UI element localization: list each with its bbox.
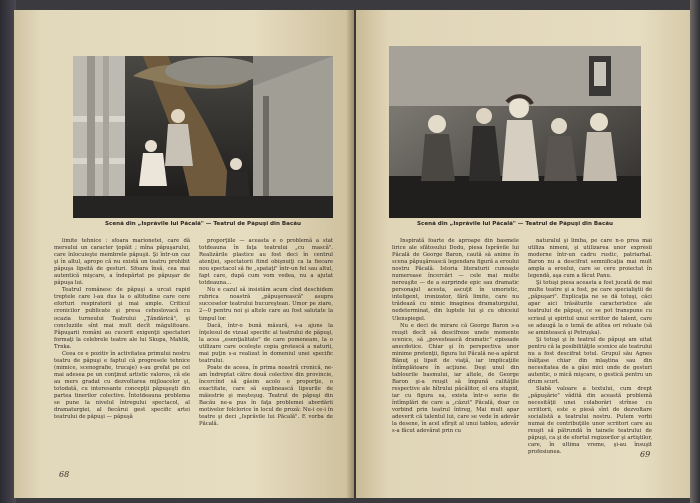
paragraph: Slabă valoare a textului, cum drept „păpuşărie" vădită din această problemă necesităţii unei colaborări strînse cu scriitorii, este o piesă sînt de dezvoltare socialistă a teatrului nostru. Putem vorbi numai de contribuţiile unor scriitori care au reuşit să pătrundă în tainele teatrului de păpuşi, ca şi de efortul regizorilor şi artiştilor, care, în ultima vreme, şi-au însuşit profesiunea. bbox=[528, 385, 652, 456]
left-page bbox=[14, 10, 354, 498]
left-column-2 bbox=[199, 238, 333, 428]
paragraph: Ceea ce e pozitiv în activitatea primului nostru teatru de păpuşi e faptul că progresele tehnice (mimice, scenografie, trucaje) s-au grefat pe cel mai adesea pe un conţinut artistic valoros, că ele au mers gradat cu dezvoltarea mijloacelor şi, totodată, cu interesante concepţii păpuşeşti din partea tinerilor colective. Întotdeauna problema se pune la nivelul întregului spectacol, al dramaturgiei, al fiecărui gest specific artei teatrului de păpuşi — păpuşă bbox=[54, 350, 190, 421]
paragraph: Teatrul românesc de păpuşi a urcat rapid treptele care l-au dus la o altitudine care cere eforturi respiratorii şi mai ample. Criticul cronicilor publicate şi presa cehoslovacă cu ocazia turneului Teatrului „Ţăndărică", şi concluziile sînt mai mult decît măgulitoare. Păpuşarii români au cucerit exigenţii spectatori formaţi la celebrele teatre ale lui Skupa, Mahlik, Trnka. bbox=[54, 287, 190, 350]
paragraph: Şi totuşi şi în teatrul de păpuşi am uitat pentru că la posibilităţile scenice ale teatrului nu a fost descifrat totul. Grupul său Agnes înălţase chiar din mlaştina sau din necesitatea de a găsi mici unde de gesturi autentic, o mică mişcare, o gestică pentru un drum scurt. bbox=[528, 336, 652, 385]
right-column-2 bbox=[528, 238, 652, 456]
left-scene-photo bbox=[73, 56, 333, 218]
paragraph: proporţiile — aceasta e o problemă a stat totdeauna în faţa teatrului „cu mască". Realizările plastice au fost deci în centrul atenţiei, spectatorii fiind obişnuiţi ca la fiecare nou spectacol să fie „spataţi" într-un fel sau altul, fapt care, după cum vom vedea, nu a ajutat totdeauna... bbox=[199, 238, 333, 287]
left-photo-caption: Scenă din „Isprăvile lui Păcală" — Teatrul de Păpuşi din Bacău bbox=[104, 221, 302, 227]
page-number-right: 69 bbox=[640, 450, 651, 459]
paragraph: naturalul şi limba, pe care n-o prea mai utiliza nimeni, şi utilizarea unor expresii moderne într-un cadru rustic, patriarhal. Baron nu a descifrat semnificaţia mai mult ampla a eroului, care se cere proiectat în legendă, aşa cum a făcut Panu. bbox=[528, 238, 652, 280]
paragraph: Poate de aceea, în prima noastră cronică, ne-am îndreptat către două colective din provincie, încercînd să găsim acolo o proporţie, o exactitate, care să suplinească lipsurile de măiestrie şi meşteşug. Teatrul de păpuşi din Bacău ne-a pus în faţa problemei abordării motivelor folclorice în locul de proză: Nu-i ce-i în teatre şi deci „Isprăvile lui Păcală". E vorba de Păcală. bbox=[199, 364, 333, 428]
paragraph: Dacă, într-o bună măsură, s-a ajuns la înţelesul de vizual specific al teatrului de păpuşi, la acea „esenţialitate" de care pomeneam, la o utilizare care ocoleşte copia grotescă a naturii, mai puţin s-a realizat în domeniul unei specific teatrului. bbox=[199, 322, 333, 364]
right-photo-caption: Scenă din „Isprăvile lui Păcală" — Teatrul de Păpuşi din Bacău bbox=[416, 221, 614, 227]
paragraph: Inspirată foarte de aproape din basmele lirice ale sfătosului Dodu, piesa Isprăvile lui Păcală de George Baron, caută să anime în scena păpuşărească legendara figură a eroului nostru Păcală. Istoria literaturii cunoaşte numeroase încercări — cele mai multe nereuşite — de a surprinde epic sau dramatic personajul acesta, ascuţit în umoristic, inteligent, ironizator, fără limite, care nu trădează cu nimic imaginea dramaturgului, nedeterminat, din luptele lui şi cu obiceiul Ulenspiegel. bbox=[392, 238, 519, 322]
paragraph: Şi totuşi piesa aceasta a fost jucată de mai multe teatre şi a fost, pe care specialiştii de „păpuşari". Explicaţia ne se dă totuşi, căci apar aici trăsăturile caracteristice ale teatrului de păpuşi, ce se pot transpune cu scrisul şi spiritul unui scriitor de talent, care se adaugă la o temă de atîtea ori reluate (să se amintească şi Petruşka). bbox=[528, 280, 652, 336]
paragraph: Nu e deci de mirare că George Baron s-a reuşit decît să descifreze unele momente scenice, să „povestească dramatic" episoade anecdotice. Chiar şi în perspectiva unor minime pretenţii, figura lui Păcală ne-a apărut Bănuţ şi lipsit de viaţă, iar implicaţiile întîmplătoare în acţiune. Deşi unul din tablourile basmului, iar altele, de George Baron şi-a reuşit să împună calităţile respective ale hîtrului păcălitor, el era stupid, iar cu figura sa, exista într-o serie de întîmplări de care a „căzut" Păcală, doar ce vorbind prin teatrul întreg, Mai mult apar adeverit că talentul lui, care se vede în adevăr la desene, în acel sfîrşit al unui tablou, adevăr s-a făcut adevărat prin cu bbox=[392, 322, 519, 435]
right-scene-photo bbox=[389, 46, 641, 218]
right-column-1 bbox=[392, 238, 519, 435]
page-number-left: 68 bbox=[59, 470, 70, 479]
paragraph: Nu e cazul să insistăm acum cînd deschidem rubrica noastră „păpuşerească" asupra succeselor teatrului bucureştean. Umor pe ziare, 2—0 pentru noi şi altele care au fost salutate la timpul lor. bbox=[199, 287, 333, 322]
paragraph: limite tehnice : sfoara marionetei, care dă mersului un caracter ţopăit ; mîna păpuşarului, care înlocuieşte membrele păpuşii. Şi într-un caz şi în altul, apropo că nu există un teatru prohibit păpuşa lipsită de gesturi. Sfoara însă, cea mai autentică mişcare, a îndepărtat pe păpuşar de păpuşa lui. bbox=[54, 238, 190, 287]
book-cover-right-edge bbox=[690, 0, 700, 503]
right-page bbox=[356, 10, 690, 498]
puppet-scene-photo-icon bbox=[389, 46, 641, 218]
puppet-scene-photo-icon bbox=[73, 56, 333, 218]
left-column-1 bbox=[54, 238, 190, 421]
